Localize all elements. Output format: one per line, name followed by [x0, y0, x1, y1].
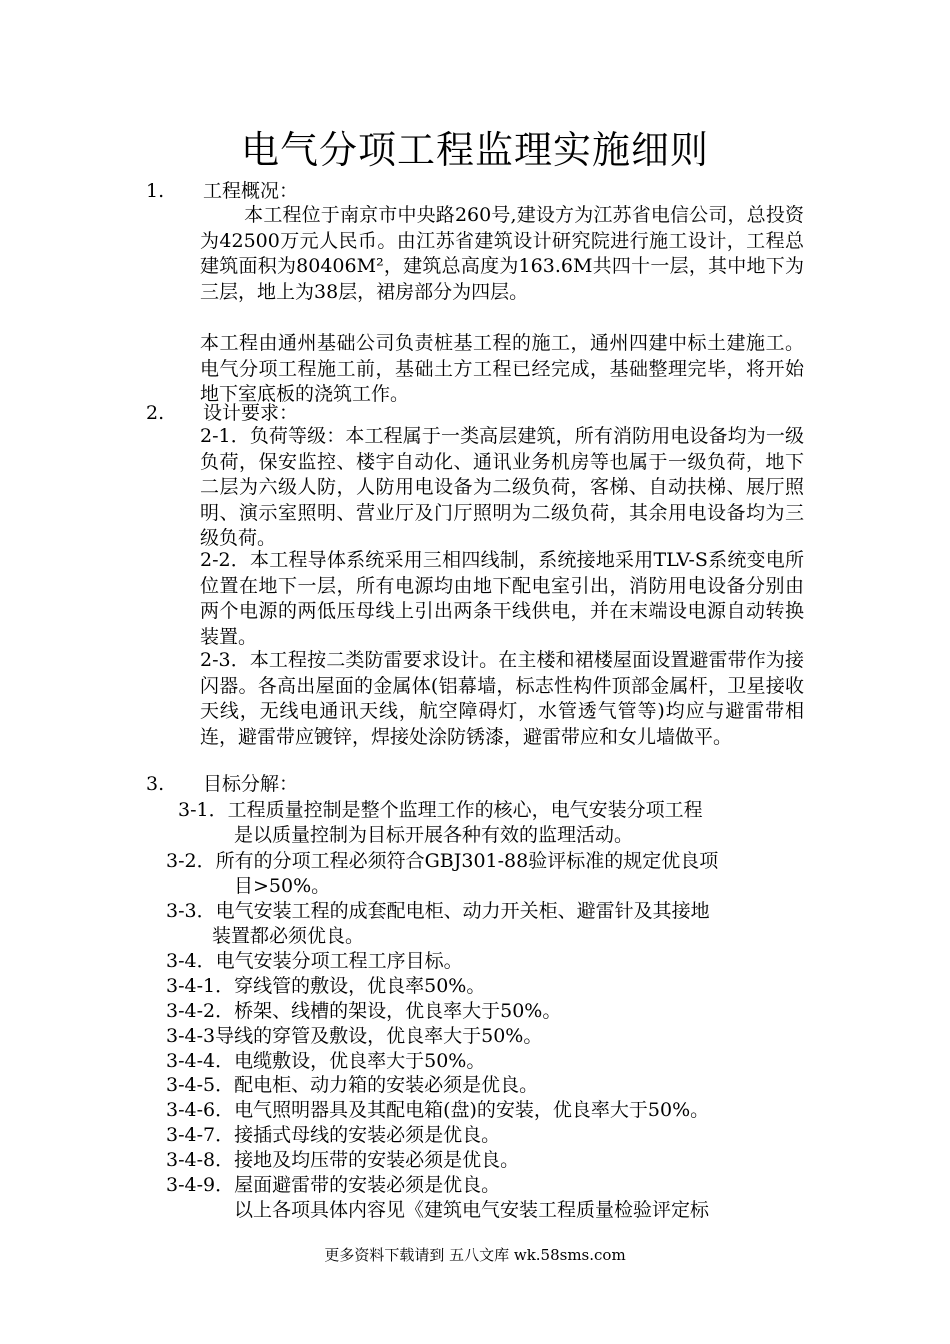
goal-item-3-2-line-2: 目>50%。 [234, 875, 331, 897]
section-3-heading: 目标分解： [203, 773, 299, 795]
section-1-number: 1. [146, 180, 165, 202]
goal-item-3-4: 3-4．电气安装分项工程工序目标。 [166, 950, 463, 972]
goal-item-3-3-line-1: 3-3．电气安装工程的成套配电柜、动力开关柜、避雷针及其接地 [166, 900, 710, 922]
goal-item-3-3-line-2: 装置都必须优良。 [212, 925, 365, 947]
goal-subitem-3-4-4: 3-4-4．电缆敷设，优良率大于50%。 [166, 1050, 486, 1072]
goal-subitem-3-4-2: 3-4-2．桥架、线槽的架设，优良率大于50%。 [166, 1000, 562, 1022]
closing-line: 以上各项具体内容见《建筑电气安装工程质量检验评定标 [234, 1199, 710, 1221]
design-item-2-3: 2-3．本工程按二类防雷要求设计。在主楼和裙楼屋面设置避雷带作为接闪器。各高出屋面的金属体(铝幕墙，标志性构件顶部金属杆，卫星接收天线，无线电通讯天线，航空障碍灯，水管透气管等)均应与避雷带相连，避雷带应镀锌，焊接处涂防锈漆，避雷带应和女儿墙做平。 [200, 649, 804, 748]
page-title: 电气分项工程监理实施细则 [240, 128, 709, 172]
goal-subitem-3-4-6: 3-4-6．电气照明器具及其配电箱(盘)的安装，优良率大于50%。 [166, 1099, 710, 1121]
section-2-number: 2. [146, 402, 165, 424]
goal-subitem-3-4-3: 3-4-3导线的穿管及敷设，优良率大于50%。 [166, 1025, 543, 1047]
goal-subitem-3-4-7: 3-4-7．接插式母线的安装必须是优良。 [166, 1124, 501, 1146]
goal-item-3-2-line-1: 3-2．所有的分项工程必须符合GBJ301-88验评标准的规定优良项 [166, 850, 719, 872]
section-1-paragraph-2: 本工程由通州基础公司负责桩基工程的施工，通州四建中标土建施工。电气分项工程施工前，基础土方工程已经完成，基础整理完毕，将开始地下室底板的浇筑工作。 [200, 332, 804, 405]
design-item-2-1: 2-1．负荷等级：本工程属于一类高层建筑，所有消防用电设备均为一级负荷，保安监控、楼宇自动化、通讯业务机房等也属于一级负荷，地下二层为六级人防，人防用电设备为二级负荷，客梯、自动扶梯、展厅照明、演示室照明、营业厅及门厅照明为二级负荷，其余用电设备均为三级负荷。 [200, 425, 804, 549]
footer-download-notice: 更多资料下载请到 五八文库 wk.58sms.com [324, 1246, 626, 1264]
goal-item-3-1-line-1: 3-1．工程质量控制是整个监理工作的核心，电气安装分项工程 [178, 799, 703, 821]
goal-subitem-3-4-5: 3-4-5．配电柜、动力箱的安装必须是优良。 [166, 1074, 539, 1096]
goal-subitem-3-4-9: 3-4-9．屋面避雷带的安装必须是优良。 [166, 1174, 501, 1196]
goal-item-3-1-line-2: 是以质量控制为目标开展各种有效的监理活动。 [234, 824, 634, 846]
section-1-heading: 工程概况： [203, 180, 299, 202]
section-2-heading: 设计要求： [203, 402, 299, 424]
design-item-2-2: 2-2．本工程导体系统采用三相四线制，系统接地采用TLV-S系统变电所位置在地下一层，所有电源均由地下配电室引出，消防用电设备分别由两个电源的两低压母线上引出两条干线供电，并在末端设电源自动转换装置。 [200, 549, 804, 648]
section-3-number: 3. [146, 773, 165, 795]
goal-subitem-3-4-1: 3-4-1．穿线管的敷设，优良率50%。 [166, 975, 486, 997]
section-1-paragraph-1-text: 本工程位于南京市中央路260号,建设方为江苏省电信公司，总投资为42500万元人民币。由江苏省建筑设计研究院进行施工设计，工程总建筑面积为80406M²，建筑总高度为163.6M共四十一层，其中地下为三层，地上为38层，裙房部分为四层。 [200, 204, 804, 303]
goal-subitem-3-4-8: 3-4-8．接地及均压带的安装必须是优良。 [166, 1149, 520, 1171]
section-1-paragraph-1 [200, 203, 804, 305]
